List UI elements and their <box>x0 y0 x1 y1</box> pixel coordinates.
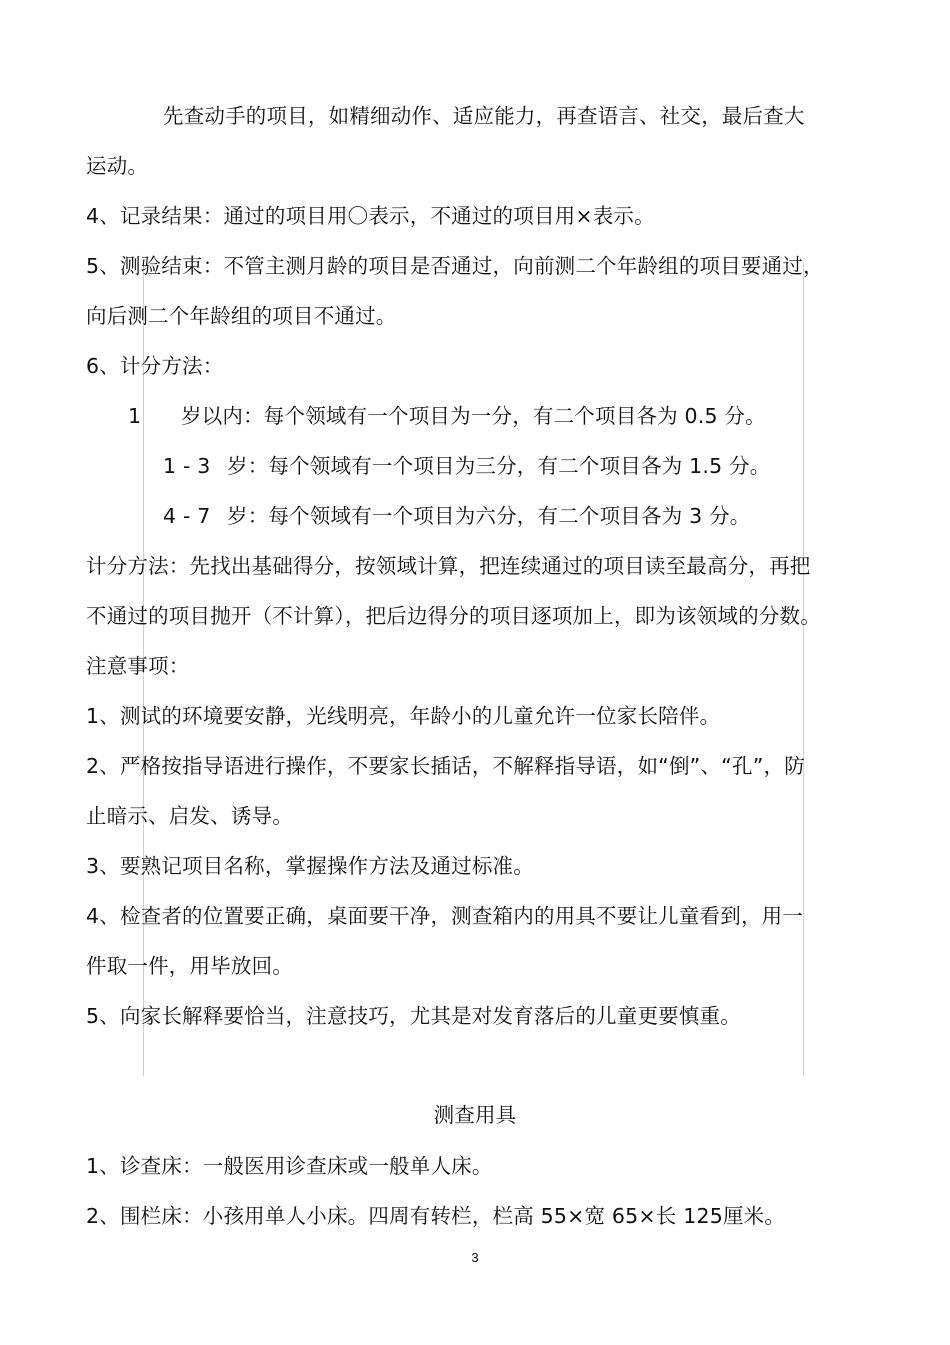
paragraph-line: 1、测试的环境要安静，光线明亮，年龄小的儿童允许一位家长陪伴。 <box>86 704 721 728</box>
paragraph-line: 计分方法：先找出基础得分，按领域计算，把连续通过的项目读至最高分，再把 <box>86 554 811 578</box>
age-label: 1 - 3 <box>163 454 211 478</box>
page-number: 3 <box>471 1250 479 1265</box>
paragraph-line: 先查动手的项目，如精细动作、适应能力，再查语言、社交，最后查大 <box>163 104 805 128</box>
section-title: 测查用具 <box>433 1103 517 1127</box>
equipment-item: 1、诊查床：一般医用诊查床或一般单人床。 <box>86 1154 493 1178</box>
paragraph-line: 件取一件，用毕放回。 <box>86 954 293 978</box>
paragraph-line: 运动。 <box>86 154 149 178</box>
paragraph-line: 4、记录结果：通过的项目用〇表示，不通过的项目用×表示。 <box>86 204 655 228</box>
scoring-rule-line: 岁：每个领域有一个项目为三分，有二个项目各为 1.5 分。 <box>227 454 771 478</box>
paragraph-line: 4、检查者的位置要正确，桌面要干净，测查箱内的用具不要让儿童看到，用一 <box>86 904 804 928</box>
paragraph-line: 止暗示、启发、诱导。 <box>86 804 293 828</box>
scoring-rule-line: 岁：每个领域有一个项目为六分，有二个项目各为 3 分。 <box>227 504 751 528</box>
margin-rule-right <box>803 262 804 1076</box>
age-label: 4 - 7 <box>163 504 211 528</box>
paragraph-line: 5、测验结束：不管主测月龄的项目是否通过，向前测二个年龄组的项目要通过， <box>86 254 824 278</box>
paragraph-line: 注意事项： <box>86 654 190 678</box>
equipment-item: 2、围栏床：小孩用单人小床。四周有转栏，栏高 55×宽 65×长 125厘米。 <box>86 1204 786 1228</box>
paragraph-line: 不通过的项目抛开（不计算），把后边得分的项目逐项加上，即为该领域的分数。 <box>86 604 821 628</box>
paragraph-line: 2、严格按指导语进行操作，不要家长插话，不解释指导语，如“倒”、“孔”，防 <box>86 754 805 778</box>
scoring-rule-line: 岁以内：每个领域有一个项目为一分，有二个项目各为 0.5 分。 <box>181 404 766 428</box>
paragraph-line: 6、计分方法： <box>86 354 224 378</box>
paragraph-line: 3、要熟记项目名称，掌握操作方法及通过标准。 <box>86 854 534 878</box>
age-label: 1 <box>128 404 142 428</box>
paragraph-line: 5、向家长解释要恰当，注意技巧，尤其是对发育落后的儿童更要慎重。 <box>86 1004 741 1028</box>
paragraph-line: 向后测二个年龄组的项目不通过。 <box>86 304 397 328</box>
